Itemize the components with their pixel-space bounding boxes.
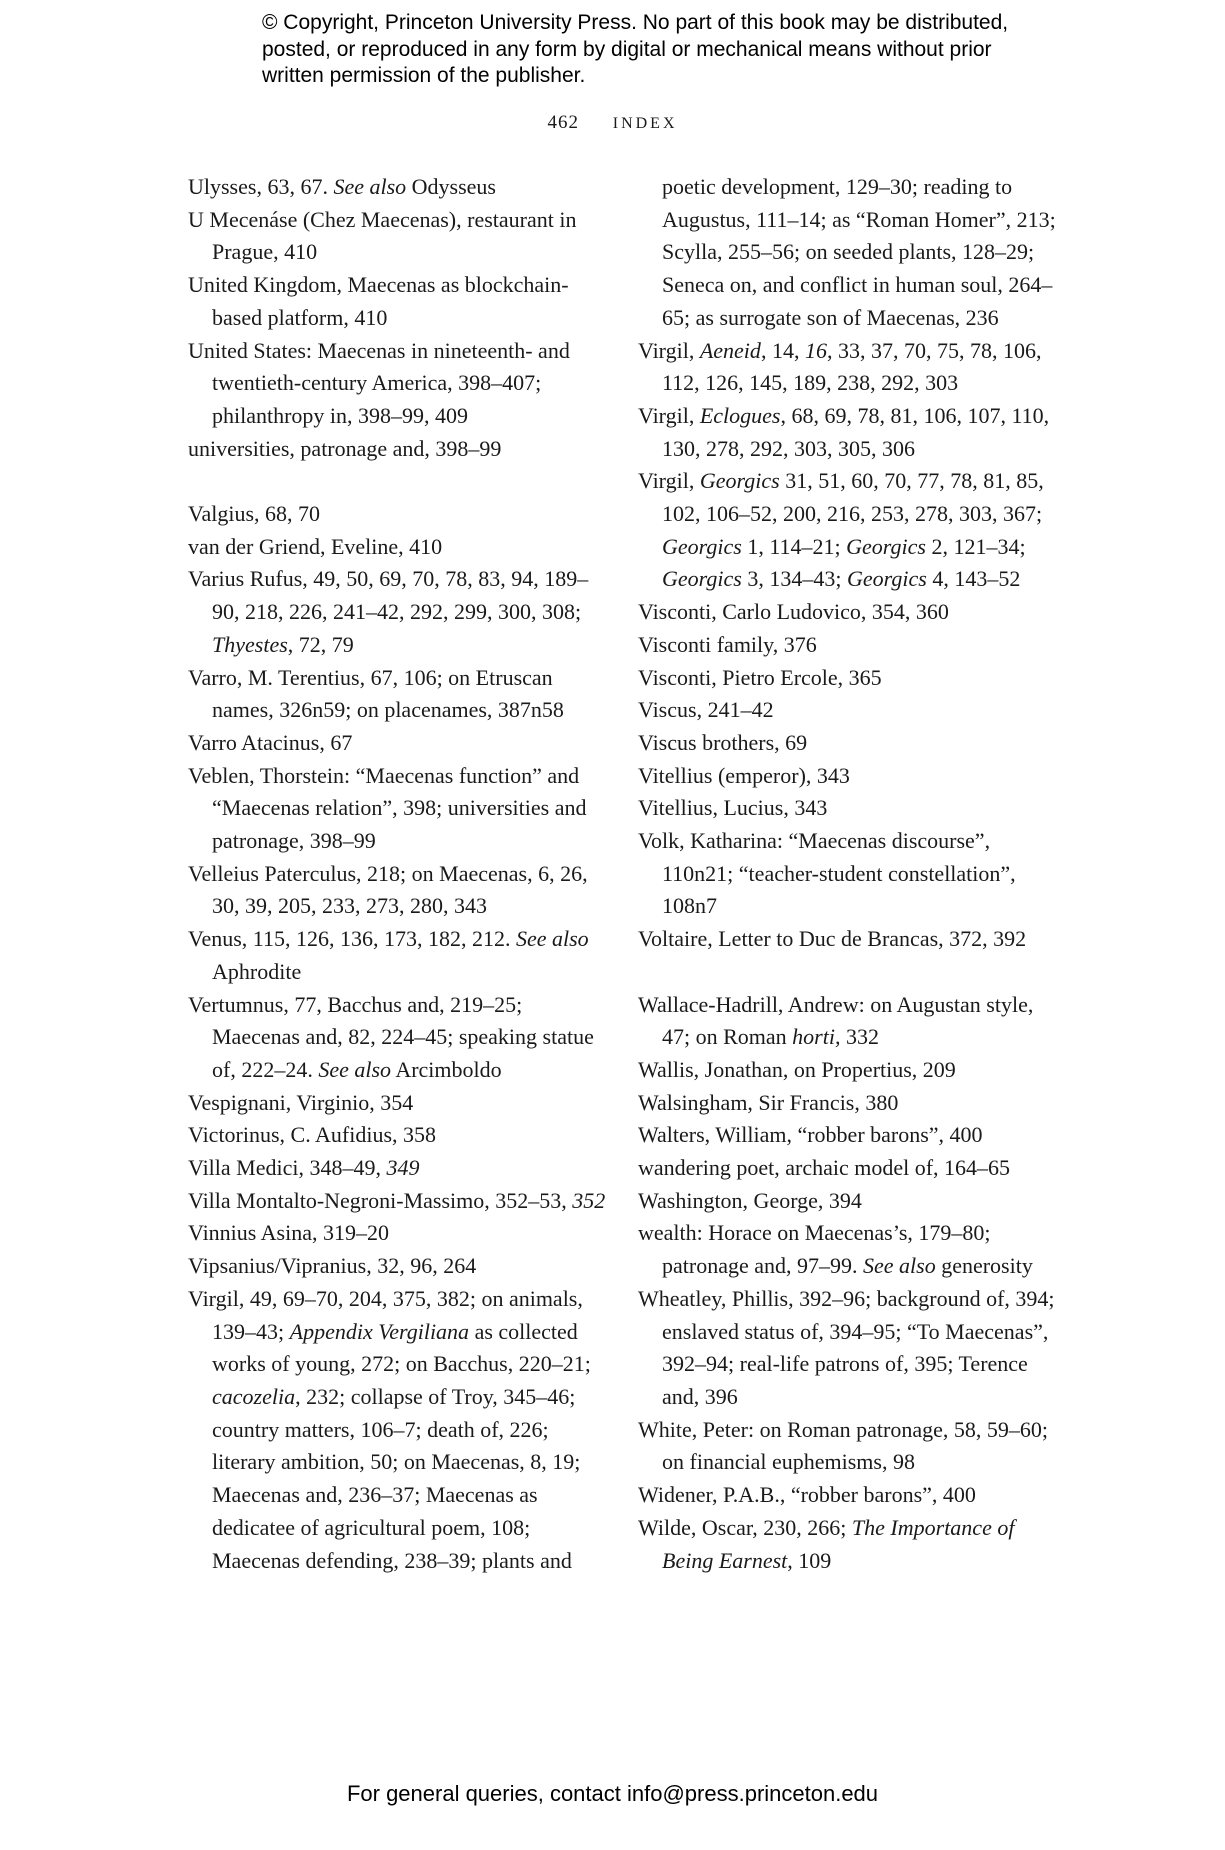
index-entry-text: United States: Maecenas in nineteenth- and twentieth-century America, 398–407; philanthropy in, 398–99, 409 [188, 337, 570, 428]
index-entry-text: 31, 51, 60, 70, 77, 78, 81, 85, 102, 106–52, 200, 216, 253, 278, 303, 367; [662, 468, 1044, 527]
index-entry-text: Odysseus [406, 174, 496, 199]
index-entry [638, 1217, 1058, 1282]
index-entry [188, 727, 608, 760]
index-entry [638, 1152, 1058, 1185]
index-entry [188, 858, 608, 923]
index-entry-text: Vitellius (emperor), 343 [638, 762, 850, 788]
index-entry-text: Ulysses, 63, 67. [188, 174, 334, 199]
index-entry-text: Arcimboldo [391, 1056, 502, 1082]
index-entry-text: Vespignani, Virginio, 354 [188, 1089, 414, 1115]
index-entry-text: 332 [840, 1024, 879, 1050]
index-entry-italic-text: See also [515, 926, 589, 952]
index-entry-text: Virgil, [638, 402, 700, 428]
index-entry-text: Wilde, Oscar, 230, 266; [638, 1514, 852, 1540]
index-entry-italic-text: 16 [804, 337, 827, 363]
index-entry-text: Villa Montalto-Negroni-Massimo, 352–53, [188, 1187, 573, 1213]
index-entry [188, 923, 608, 988]
index-entry [638, 694, 1058, 727]
index-entry [188, 760, 608, 858]
index-entry-italic-text: Georgics [846, 533, 926, 559]
index-entry-text: , 33, 37, 70, 75, 78, 106, 112, 126, 145, 189, 238, 292, 303 [662, 337, 1042, 396]
index-entry-text: 1, 114–21; [741, 533, 847, 559]
index-entry-text: as collected works of young, 272; on Bacchus, 220–21; [212, 1318, 591, 1377]
index-entry-text: Wheatley, Phillis, 392–96; background of, 394; enslaved status of, 394–95; “To Maecenas”, 392–94; real-life patrons of, 395; Terence and, 396 [638, 1285, 1055, 1409]
index-entry-text: Veblen, Thorstein: “Maecenas function” and “Maecenas relation”, 398; universities and patronage, 398–99 [188, 762, 587, 854]
index-entry-text: Virgil, [638, 468, 700, 494]
index-entry-italic-text: Georgics [699, 468, 780, 494]
index-entry [188, 989, 608, 1087]
index-entry-continued [638, 171, 1058, 335]
index-entry-text: wandering poet, archaic model of, 164–65 [638, 1155, 1011, 1181]
index-entry-text: , 14, [760, 337, 805, 363]
index-entry [188, 171, 608, 204]
page-number: 462 [547, 112, 579, 133]
index-entry-text: Vitellius, Lucius, 343 [638, 795, 828, 821]
footer-contact: For general queries, contact info@press.princeton.edu [346, 1781, 879, 1806]
index-entry-text: universities, patronage and, 398–99 [188, 435, 502, 461]
index-entry [188, 1119, 608, 1152]
index-entry-text: Widener, P.A.B., “robber barons”, 400 [638, 1482, 976, 1508]
index-entry-text: Viscus brothers, 69 [638, 729, 808, 755]
index-entry-italic-text: Georgics [662, 533, 742, 559]
letter-group-gap [638, 956, 1058, 989]
index-entry [188, 1283, 608, 1577]
index-entry [188, 1087, 608, 1120]
index-entry-text: Walsingham, Sir Francis, 380 [638, 1089, 899, 1115]
index-entry-italic-text: See also [863, 1253, 936, 1279]
index-entry-text: Viscus, 241–42 [638, 697, 774, 723]
index-entry-italic-text: Georgics [846, 566, 927, 592]
index-entry [638, 727, 1058, 760]
index-entry-text: poetic development, 129–30; reading to Augustus, 111–14; as “Roman Homer”, 213; Scylla, 255–56; on seeded plants, 128–29; Seneca on, and conflict in human soul, 264–65; as surrogate son of Maecenas, 236 [662, 174, 1056, 330]
index-entry-italic-text: horti, [792, 1024, 841, 1050]
index-entry [638, 400, 1058, 465]
index-entry-italic-text: The Importance of Being Earnest [662, 1514, 1015, 1573]
index-entry-text: 2, 121–34; [925, 533, 1026, 559]
index-entry-text: Virgil, [638, 337, 700, 363]
index-entry-text: generosity [935, 1253, 1033, 1279]
index-column-right [638, 171, 1058, 1577]
index-entry [638, 1054, 1058, 1087]
index-entry-text: Vinnius Asina, 319–20 [188, 1220, 389, 1246]
index-entry-text: Visconti, Pietro Ercole, 365 [638, 664, 882, 690]
index-entry [638, 825, 1058, 923]
copyright-notice: © Copyright, Princeton University Press. No part of this book may be distributed, posted, or reproduced in any form by digital or mechanical means without prior written permission of the publisher. [262, 11, 1009, 87]
index-entry-text: van der Griend, Eveline, 410 [188, 533, 443, 559]
index-entry-italic-text: 352 [572, 1187, 606, 1213]
index-entry-italic-text: See also [318, 1056, 392, 1082]
index-entry-italic-text: 349 [386, 1155, 420, 1181]
index-entry-text: Varro Atacinus, 67 [188, 729, 353, 755]
index-entry-italic-text: Aeneid [699, 337, 761, 363]
letter-group-gap [188, 465, 608, 498]
index-entry-text: Washington, George, 394 [638, 1187, 862, 1213]
index-entry-text: Wallace-Hadrill, Andrew: on Augustan style, 47; on Roman [638, 991, 1034, 1050]
index-entry [638, 1119, 1058, 1152]
index-entry-text: Valgius, 68, 70 [188, 501, 320, 527]
index-entry [638, 923, 1058, 956]
index-entry-text: , 109 [787, 1547, 832, 1573]
index-entry-text: 4, 143–52 [926, 566, 1021, 592]
index-entry [188, 531, 608, 564]
index-entry-italic-text: Appendix Vergiliana [289, 1318, 470, 1344]
index-entry [188, 269, 608, 334]
index-entry [638, 1414, 1058, 1479]
index-entry [188, 1152, 608, 1185]
section-title: INDEX [612, 115, 678, 132]
index-entry-italic-text: Georgics [662, 566, 742, 592]
index-entry [638, 1512, 1058, 1577]
index-entry-text: Voltaire, Letter to Duc de Brancas, 372, 392 [638, 926, 1027, 952]
index-entry [638, 989, 1058, 1054]
index-entry-text: 3, 134–43; [741, 566, 847, 592]
index-entry-text: Visconti, Carlo Ludovico, 354, 360 [638, 599, 949, 625]
index-entry-text: Aphrodite [212, 958, 302, 984]
index-entry [638, 335, 1058, 400]
index-entry-text: United Kingdom, Maecenas as blockchain-based platform, 410 [188, 272, 569, 330]
index-entry [638, 1283, 1058, 1414]
index-entry [638, 792, 1058, 825]
index-entry-italic-text: cacozelia [212, 1384, 296, 1409]
index-entry-text: Vertumnus, 77, Bacchus and, 219–25; Maecenas and, 82, 224–45; speaking statue of, 222–24. [188, 991, 594, 1082]
index-entry [188, 204, 608, 269]
index-entry [638, 1479, 1058, 1512]
index-entry-text: Virgil, 49, 69–70, 204, 375, 382; on animals, 139–43; [188, 1285, 583, 1344]
index-entry [188, 1217, 608, 1250]
index-entry-text: Visconti family, 376 [638, 631, 817, 657]
index-entry-text: U Mecenáse (Chez Maecenas), restaurant in Prague, 410 [188, 206, 577, 265]
index-entry-text: Varro, M. Terentius, 67, 106; on Etruscan names, 326n59; on placenames, 387n58 [188, 664, 564, 723]
index-entry-text: Volk, Katharina: “Maecenas discourse”, 110n21; “teacher-student constellation”, 108n7 [638, 828, 1016, 919]
index-entry-italic-text: See also [333, 174, 407, 199]
index-entry [188, 662, 608, 727]
index-entry [188, 563, 608, 661]
index-entry [188, 498, 608, 531]
index-entry [638, 1185, 1058, 1218]
index-entry-text: Victorinus, C. Aufidius, 358 [188, 1122, 437, 1148]
index-entry [638, 662, 1058, 695]
index-entry-text: , 68, 69, 78, 81, 106, 107, 110, 130, 278, 292, 303, 305, 306 [662, 402, 1050, 461]
index-entry [638, 465, 1058, 596]
index-entry [638, 1087, 1058, 1120]
index-entry [638, 760, 1058, 793]
index-entry-italic-text: Eclogues [699, 402, 781, 428]
index-entry-text: Villa Medici, 348–49, [188, 1155, 387, 1181]
index-entry-text: wealth: Horace on Maecenas’s, 179–80; patronage and, 97–99. [638, 1220, 991, 1279]
index-entry-text: White, Peter: on Roman patronage, 58, 59–60; on financial euphemisms, 98 [638, 1416, 1048, 1475]
index-column-left [188, 171, 608, 1577]
index-entry-text: Venus, 115, 126, 136, 173, 182, 212. [188, 926, 516, 952]
running-head [0, 112, 1225, 134]
index-entry [188, 433, 608, 466]
index-entry [638, 596, 1058, 629]
index-entry-text: Velleius Paterculus, 218; on Maecenas, 6, 26, 30, 39, 205, 233, 273, 280, 343 [188, 860, 588, 919]
index-entry-italic-text: Thyestes [212, 631, 288, 657]
index-entry-text: Wallis, Jonathan, on Propertius, 209 [638, 1056, 956, 1082]
index-entry-text: Varius Rufus, 49, 50, 69, 70, 78, 83, 94, 189–90, 218, 226, 241–42, 292, 299, 300, 308; [188, 566, 589, 625]
index-entry-text: Walters, William, “robber barons”, 400 [638, 1122, 983, 1148]
index-entry [188, 335, 608, 433]
index-entry-text: Vipsanius/Vipranius, 32, 96, 264 [188, 1253, 477, 1279]
index-entry [188, 1185, 608, 1218]
index-entry-text: , 72, 79 [287, 631, 354, 657]
index-entry [188, 1250, 608, 1283]
index-entry [638, 629, 1058, 662]
index-entry-text: , 232; collapse of Troy, 345–46; country matters, 106–7; death of, 226; literary ambition, 50; on Maecenas, 8, 19; Maecenas and, 236–37; Maecenas as dedicatee of agricultural poem, 108; Maecenas defending, 238–39; plants and [212, 1384, 581, 1573]
